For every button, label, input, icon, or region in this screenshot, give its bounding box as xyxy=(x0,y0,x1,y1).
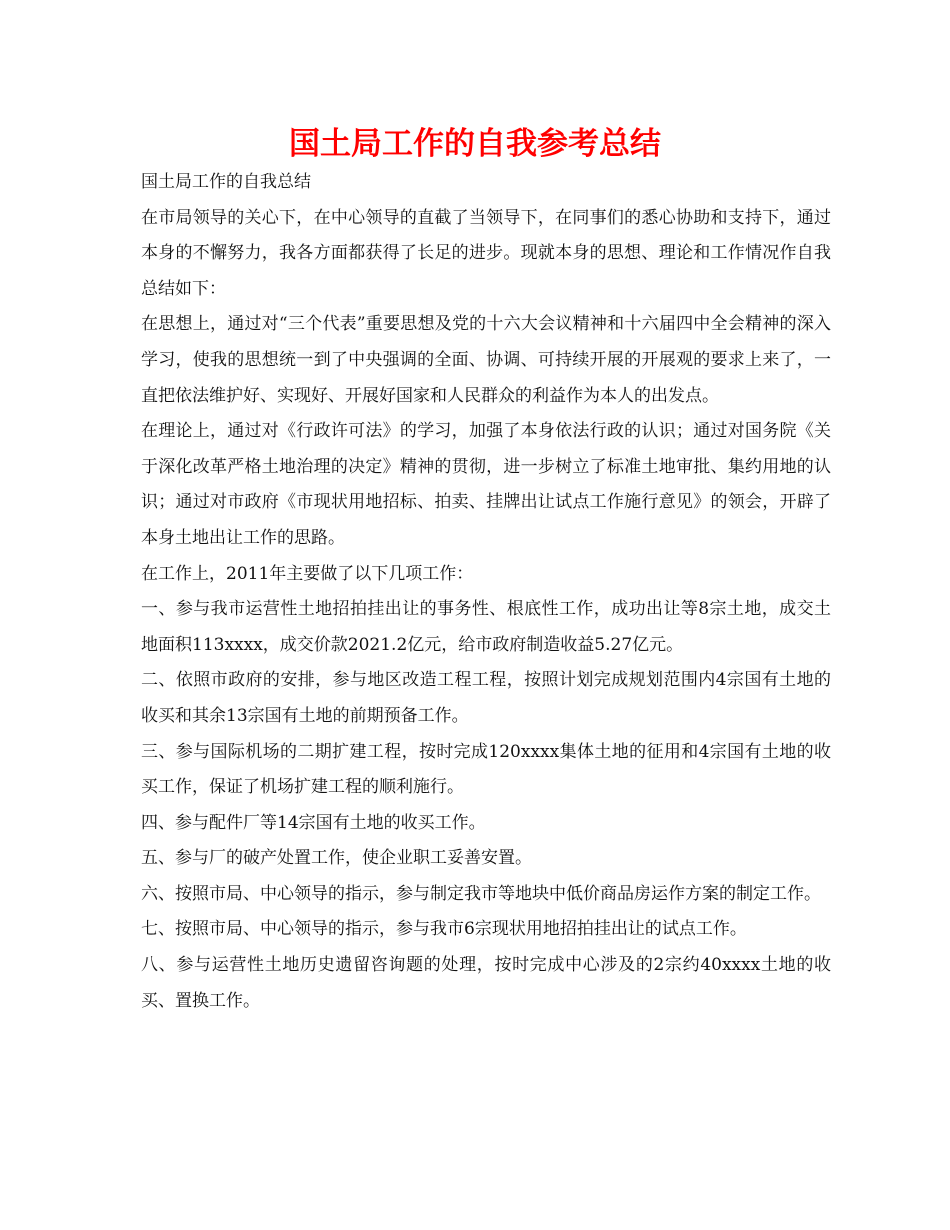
paragraph-intro: 在市局领导的关心下，在中心领导的直截了当领导下，在同事们的悉心协助和支持下，通过本身的不懈努力，我各方面都获得了长足的进步。现就本身的思想、理论和工作情况作自我总结如下： xyxy=(141,207,831,299)
document-body xyxy=(141,165,831,1019)
list-item-1: 一、参与我市运营性土地招拍挂出让的事务性、根底性工作，成功出让等8宗土地，成交土地面积113xxxx，成交价款2021.2亿元，给市政府制造收益5.27亿元。 xyxy=(141,599,831,655)
list-item-4: 四、参与配件厂等14宗国有土地的收买工作。 xyxy=(141,812,486,833)
document-title: 国土局工作的自我参考总结 xyxy=(289,126,661,162)
list-item-2: 二、依照市政府的安排，参与地区改造工程工程，按照计划完成规划范围内4宗国有土地的收买和其余13宗国有土地的前期预备工作。 xyxy=(141,670,831,726)
list-item-7: 七、按照市局、中心领导的指示，参与我市6宗现状用地招拍挂出让的试点工作。 xyxy=(141,919,747,940)
paragraph-work-heading: 在工作上，2011年主要做了以下几项工作： xyxy=(141,563,474,584)
list-item-3: 三、参与国际机场的二期扩建工程，按时完成120xxxx集体土地的征用和4宗国有土地的收买工作，保证了机场扩建工程的顺利施行。 xyxy=(141,741,831,798)
list-item-8: 八、参与运营性土地历史遗留咨询题的处理，按时完成中心涉及的2宗约40xxxx土地的收买、置换工作。 xyxy=(141,955,831,1011)
paragraph-subtitle: 国土局工作的自我总结 xyxy=(141,172,311,192)
list-item-6: 六、按照市局、中心领导的指示，参与制定我市等地块中低价商品房运作方案的制定工作。 xyxy=(141,883,821,904)
list-item-5: 五、参与厂的破产处置工作，使企业职工妥善安置。 xyxy=(141,848,532,869)
paragraph-theory: 在理论上，通过对《行政许可法》的学习，加强了本身依法行政的认识；通过对国务院《关于深化改革严格土地治理的决定》精神的贯彻，进一步树立了标准土地审批、集约用地的认识；通过对市政府《市现状用地招标、拍卖、挂牌出让试点工作施行意见》的领会，开辟了本身土地出让工作的思路。 xyxy=(141,421,831,548)
paragraph-thought: 在思想上，通过对“三个代表”重要思想及党的十六大会议精神和十六届四中全会精神的深入学习，使我的思想统一到了中央强调的全面、协调、可持续开展的开展观的要求上来了，一直把依法维护好、实现好、开展好国家和人民群众的利益作为本人的出发点。 xyxy=(141,314,831,406)
